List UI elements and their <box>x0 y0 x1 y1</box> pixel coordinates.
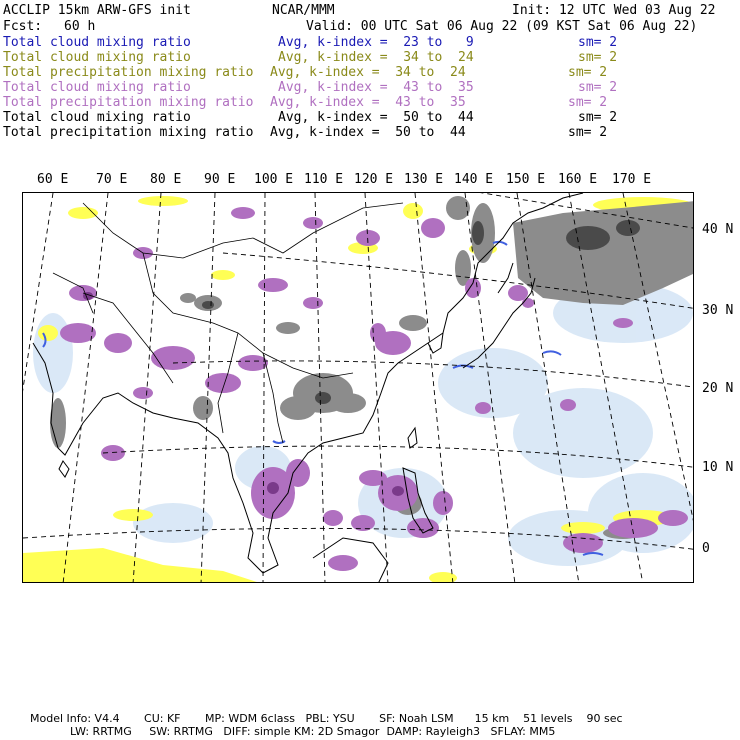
field-avg: Avg, k-index = 43 to 35 <box>278 80 474 95</box>
field-name: Total cloud mixing ratio <box>3 35 191 50</box>
field-name: Total precipitation mixing ratio <box>3 125 254 140</box>
lon-label: 130 E <box>404 172 444 187</box>
fcst-value: 60 h <box>64 19 96 34</box>
lon-label: 170 E <box>612 172 652 187</box>
field-avg: Avg, k-index = 34 to 24 <box>278 50 474 65</box>
field-sm: sm= 2 <box>578 110 618 125</box>
lat-label: 10 N <box>702 460 734 475</box>
model-info-line-1: Model Info: V4.4 CU: KF MP: WDM 6class PBL: YSU SF: Noah LSM 15 km 51 levels 90 sec <box>30 712 623 725</box>
field-avg: Avg, k-index = 43 to 35 <box>270 95 466 110</box>
model-info-line-2: LW: RRTMG SW: RRTMG DIFF: simple KM: 2D Smagor DAMP: Rayleigh3 SFLAY: MM5 <box>70 725 556 738</box>
lon-label: 160 E <box>558 172 598 187</box>
lon-label: 110 E <box>304 172 344 187</box>
map-panel <box>22 192 694 583</box>
field-sm: sm= 2 <box>568 125 608 140</box>
lat-label: 40 N <box>702 222 734 237</box>
lon-label: 60 E <box>37 172 69 187</box>
field-sm: sm= 2 <box>568 95 608 110</box>
field-avg: Avg, k-index = 34 to 24 <box>270 65 466 80</box>
field-name: Total cloud mixing ratio <box>3 50 191 65</box>
field-avg: Avg, k-index = 50 to 44 <box>278 110 474 125</box>
field-sm: sm= 2 <box>578 50 618 65</box>
field-sm: sm= 2 <box>578 35 618 50</box>
init-time: Init: 12 UTC Wed 03 Aug 22 <box>512 3 716 18</box>
field-avg: Avg, k-index = 50 to 44 <box>270 125 466 140</box>
map-canvas <box>23 193 694 583</box>
fcst-label: Fcst: <box>3 19 43 34</box>
lon-label: 70 E <box>96 172 128 187</box>
lat-label: 0 <box>702 541 710 556</box>
lon-label: 90 E <box>204 172 236 187</box>
lon-label: 80 E <box>150 172 182 187</box>
lon-label: 140 E <box>454 172 494 187</box>
lon-label: 150 E <box>506 172 546 187</box>
field-avg: Avg, k-index = 23 to 9 <box>278 35 474 50</box>
lon-label: 120 E <box>354 172 394 187</box>
lat-label: 20 N <box>702 381 734 396</box>
field-sm: sm= 2 <box>568 65 608 80</box>
field-name: Total cloud mixing ratio <box>3 110 191 125</box>
field-sm: sm= 2 <box>578 80 618 95</box>
field-name: Total cloud mixing ratio <box>3 80 191 95</box>
lat-label: 30 N <box>702 303 734 318</box>
lon-label: 100 E <box>254 172 294 187</box>
plot-title: ACCLIP 15km ARW-GFS init <box>3 3 191 18</box>
org-label: NCAR/MMM <box>272 3 335 18</box>
valid-time: Valid: 00 UTC Sat 06 Aug 22 (09 KST Sat 06 Aug 22) <box>306 19 698 34</box>
field-name: Total precipitation mixing ratio <box>3 65 254 80</box>
field-name: Total precipitation mixing ratio <box>3 95 254 110</box>
